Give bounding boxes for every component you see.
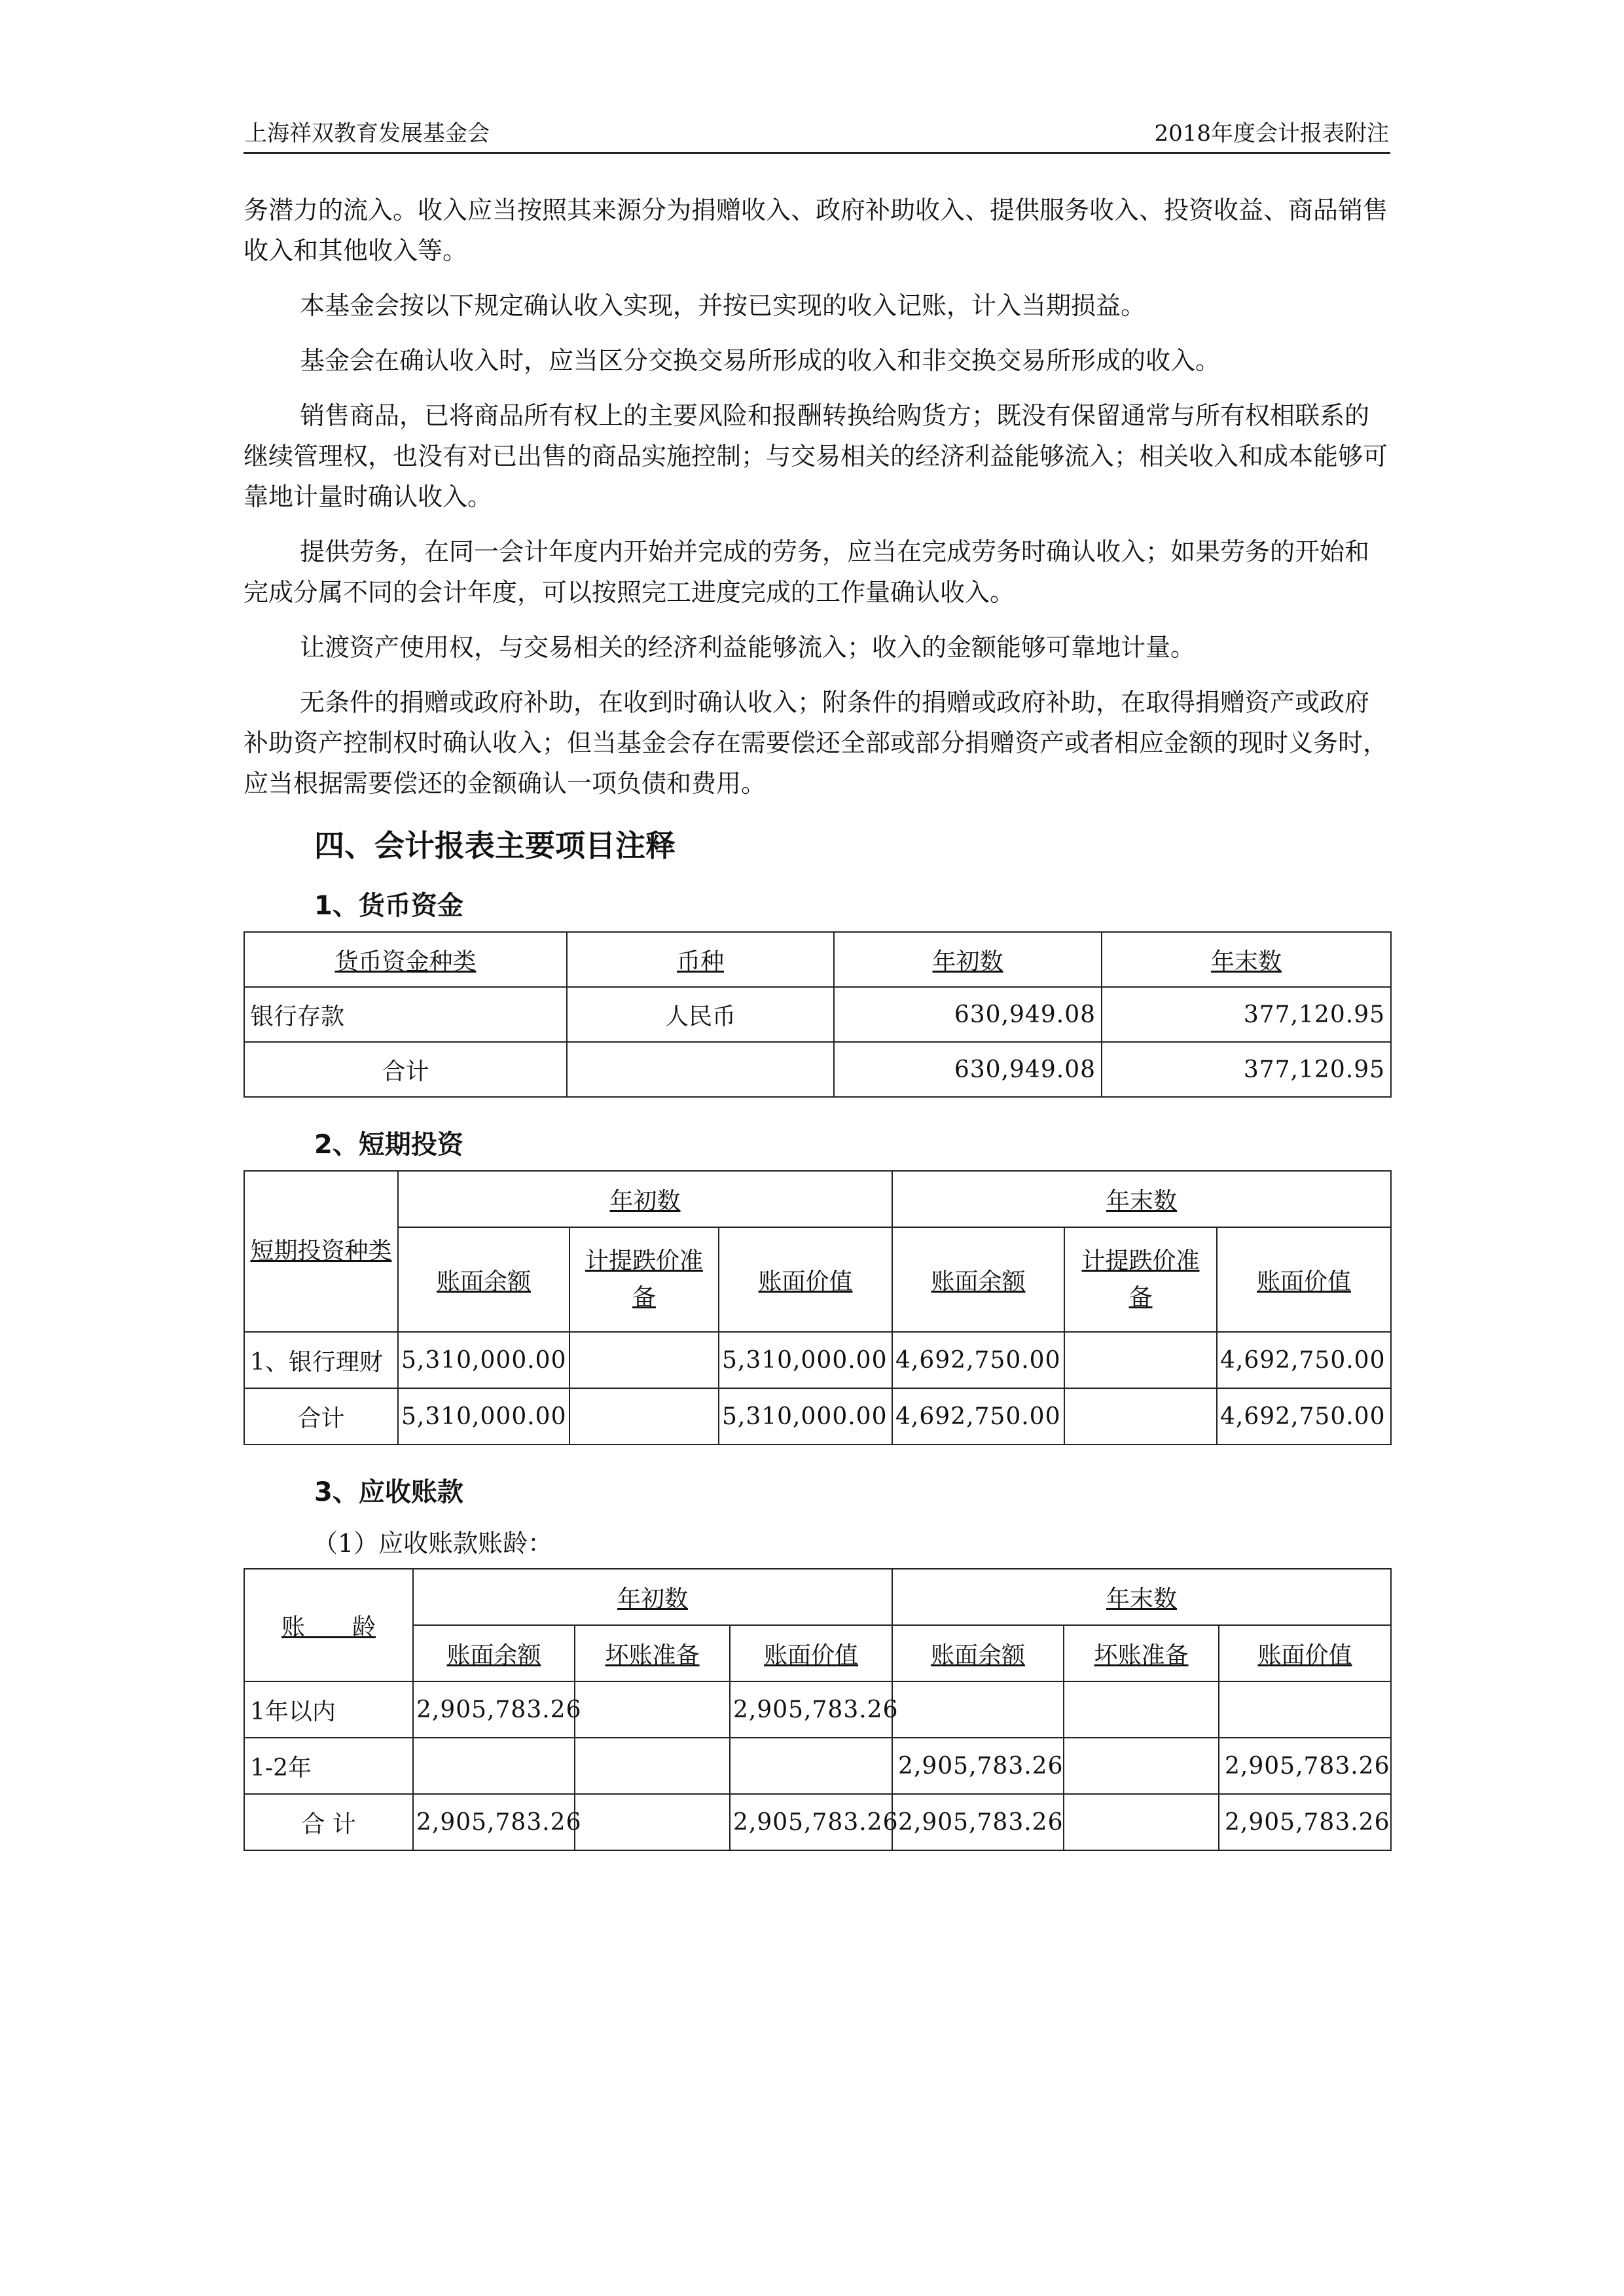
table-cell: 2,905,783.26	[413, 1794, 575, 1850]
table-cell: 377,120.95	[1102, 1042, 1391, 1097]
table-cell	[575, 1794, 730, 1850]
table-cell: 377,120.95	[1102, 987, 1391, 1042]
table-cell	[569, 1388, 719, 1444]
table-cell: 2,905,783.26	[413, 1681, 575, 1738]
table-cell: 人民币	[567, 987, 834, 1042]
paragraph: 提供劳务，在同一会计年度内开始并完成的劳务，应当在完成劳务时确认收入；如果劳务的开始和完成分属不同的会计年度，可以按照完工进度完成的工作量确认收入。	[244, 537, 1370, 607]
table-cell: 4,692,750.00	[1217, 1388, 1391, 1444]
column-header: 账面余额	[413, 1625, 575, 1681]
header-org-name: 上海祥双教育发展基金会	[245, 120, 490, 147]
receivables-heading: 3、应收账款	[314, 1477, 463, 1507]
column-header: 币种	[567, 932, 834, 987]
table-cell: 5,310,000.00	[398, 1332, 569, 1388]
table-cell	[1219, 1681, 1391, 1738]
table-header-row	[244, 932, 1391, 987]
table-cell	[569, 1332, 719, 1388]
table-cell: 银行存款	[244, 987, 567, 1042]
table-cell	[575, 1681, 730, 1738]
column-header: 账面余额	[892, 1625, 1064, 1681]
table-cell: 2,905,783.26	[1219, 1794, 1391, 1850]
column-group-header: 年末数	[892, 1171, 1391, 1227]
table-row	[244, 987, 1391, 1042]
table-cell	[567, 1042, 834, 1097]
header-report-title: 2018年度会计报表附注	[1154, 120, 1389, 147]
short-investment-table	[244, 1170, 1392, 1445]
column-header: 账面价值	[1219, 1625, 1391, 1681]
table-cell	[575, 1738, 730, 1794]
table-row	[244, 1042, 1391, 1097]
column-header: 账面价值	[730, 1625, 892, 1681]
table-cell: 4,692,750.00	[1217, 1332, 1391, 1388]
column-header: 短期投资种类	[244, 1171, 398, 1332]
table-cell: 1年以内	[244, 1681, 413, 1738]
paragraph: 本基金会按以下规定确认收入实现，并按已实现的收入记账，计入当期损益。	[300, 291, 1146, 320]
short-investment-heading: 2、短期投资	[314, 1130, 463, 1160]
receivables-subheading: （1）应收账款账龄：	[313, 1529, 553, 1558]
table-cell	[1064, 1794, 1219, 1850]
table-cell: 2,905,783.26	[1219, 1738, 1391, 1794]
table-cell: 1、银行理财	[244, 1332, 398, 1388]
paragraph: 基金会在确认收入时，应当区分交换交易所形成的收入和非交换交易所形成的收入。	[300, 346, 1221, 375]
table-cell	[892, 1681, 1064, 1738]
table-row	[244, 1681, 1391, 1738]
section-heading: 四、会计报表主要项目注释	[314, 828, 676, 863]
column-header: 年初数	[834, 932, 1102, 987]
table-cell: 2,905,783.26	[892, 1794, 1064, 1850]
table-row	[244, 1388, 1391, 1444]
table-cell: 630,949.08	[834, 987, 1102, 1042]
table-cell	[1064, 1738, 1219, 1794]
column-header: 坏账准备	[575, 1625, 730, 1681]
table-cell: 5,310,000.00	[398, 1388, 569, 1444]
column-group-header: 年初数	[398, 1171, 892, 1227]
table-cell	[1064, 1332, 1217, 1388]
cash-heading: 1、货币资金	[314, 891, 463, 921]
table-row	[244, 1332, 1391, 1388]
column-header: 计提跌价准备	[1064, 1227, 1217, 1332]
table-row	[244, 1794, 1391, 1850]
table-cell: 4,692,750.00	[892, 1388, 1064, 1444]
table-cell	[1064, 1388, 1217, 1444]
table-cell: 合计	[244, 1042, 567, 1097]
table-cell: 2,905,783.26	[730, 1794, 892, 1850]
table-header-row	[244, 1171, 1391, 1227]
cash-table	[244, 931, 1392, 1098]
paragraph: 让渡资产使用权，与交易相关的经济利益能够流入；收入的金额能够可靠地计量。	[300, 633, 1196, 662]
column-header: 计提跌价准备	[569, 1227, 719, 1332]
paragraph: 无条件的捐赠或政府补助，在收到时确认收入；附条件的捐赠或政府补助，在取得捐赠资产或政府补助资产控制权时确认收入；但当基金会存在需要偿还全部或部分捐赠资产或者相应金额的现时义务时，应当根据需要偿还的金额确认一项负债和费用。	[244, 688, 1388, 798]
column-header: 账面余额	[892, 1227, 1064, 1332]
column-group-header: 年初数	[413, 1569, 892, 1625]
page-header	[244, 113, 1390, 154]
table-cell: 5,310,000.00	[719, 1388, 892, 1444]
column-header: 账面价值	[719, 1227, 892, 1332]
table-header-row	[244, 1227, 1391, 1332]
column-header: 账面价值	[1217, 1227, 1391, 1332]
column-header: 账面余额	[398, 1227, 569, 1332]
table-cell: 2,905,783.26	[892, 1738, 1064, 1794]
table-cell: 合 计	[244, 1794, 413, 1850]
table-row	[244, 1738, 1391, 1794]
table-cell: 合计	[244, 1388, 398, 1444]
paragraph: 务潜力的流入。收入应当按照其来源分为捐赠收入、政府补助收入、提供服务收入、投资收益、商品销售收入和其他收入等。	[244, 196, 1388, 265]
column-group-header: 年末数	[892, 1569, 1391, 1625]
table-cell	[1064, 1681, 1219, 1738]
page-body	[244, 190, 1390, 1851]
table-cell: 1-2年	[244, 1738, 413, 1794]
receivables-aging-table	[244, 1568, 1392, 1851]
table-cell: 630,949.08	[834, 1042, 1102, 1097]
table-header-row	[244, 1625, 1391, 1681]
table-cell: 4,692,750.00	[892, 1332, 1064, 1388]
table-cell: 2,905,783.26	[730, 1681, 892, 1738]
column-header: 坏账准备	[1064, 1625, 1219, 1681]
column-header: 年末数	[1102, 932, 1391, 987]
table-cell	[413, 1738, 575, 1794]
column-header: 账 龄	[244, 1569, 413, 1681]
table-cell	[730, 1738, 892, 1794]
paragraph: 销售商品，已将商品所有权上的主要风险和报酬转换给购货方；既没有保留通常与所有权相联系的继续管理权，也没有对已出售的商品实施控制；与交易相关的经济利益能够流入；相关收入和成本能够可靠地计量时确认收入。	[244, 401, 1388, 511]
column-header: 货币资金种类	[244, 932, 567, 987]
table-header-row	[244, 1569, 1391, 1625]
table-cell: 5,310,000.00	[719, 1332, 892, 1388]
